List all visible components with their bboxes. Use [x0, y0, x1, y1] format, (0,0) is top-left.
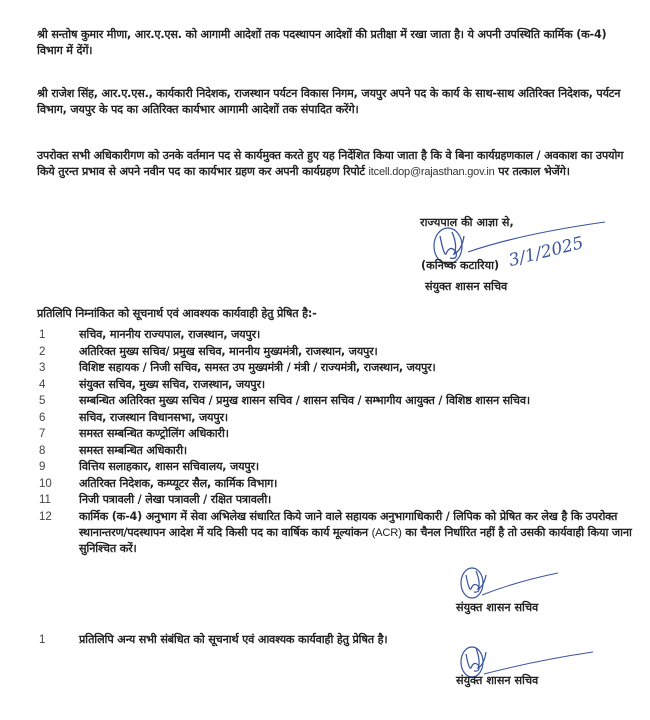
instruction-text: उपरोक्त सभी अधिकारीगण को उनके वर्तमान पद से कार्यमुक्त करते हुए यह निर्देशित किया जाता है कि वे बिना कार्यग्रहणकाल / अवकाश का उपयोग किये तुरन्त प्रभाव से अपने नवीन पद का कार्यभार ग्रहण कर अपनी कार्यग्रहण रिपोर्ट	[37, 149, 624, 178]
list-item	[37, 459, 637, 476]
handwritten-date: 3/1/2025	[506, 233, 586, 271]
paragraph-relieve-instructions	[37, 148, 627, 180]
item-number: 9	[39, 461, 46, 473]
second-signer-designation: संयुक्त शासन सचिव	[456, 601, 539, 614]
item-text: अतिरिक्त मुख्य सचिव/ प्रमुख सचिव, माननीय मुख्यमंत्री, राजस्थान, जयपुर।	[79, 344, 378, 358]
item-number: 2	[39, 345, 46, 358]
signer-name: (कनिष्क कटारिया)	[421, 259, 500, 272]
list-item	[37, 377, 637, 394]
item-number: 1	[39, 329, 46, 341]
report-email-link[interactable]: itcell.dop@rajasthan.gov.in	[368, 166, 495, 178]
item-text: समस्त सम्बन्धित कण्ट्रोलिंग अधिकारी।	[79, 427, 229, 440]
item-text: संयुक्त सचिव, मुख्य सचिव, राजस्थान, जयपुर।	[79, 377, 265, 391]
signer-designation: संयुक्त शासन सचिव	[425, 280, 508, 293]
item-number: 7	[39, 428, 46, 440]
item-text: सचिव, राजस्थान विधानसभा, जयपुर।	[79, 410, 228, 424]
item-text: अतिरिक्त निदेशक, कम्प्यूटर सैल, कार्मिक विभाग।	[79, 476, 278, 490]
by-order-of-governor: राज्यपाल की आज्ञा से,	[420, 216, 514, 229]
item-number: 3	[39, 362, 46, 374]
item-number: 8	[39, 444, 46, 457]
item-text-part: कार्मिक (क-4) अनुभाग में सेवा अभिलेख संधारित किये जाने वाले सहायक अनुभागाधिकारी / लिपिक को प्रेषित कर लेख है कि उपरोक्त स्थानान्तरण/पदस्थापन आदेश में यदि किसी पद का वार्षिक कार्य मूल्यांकन	[79, 509, 618, 539]
instruction-text-end: पर तत्काल भेजेंगे।	[494, 165, 570, 178]
item-number: 4	[39, 378, 46, 391]
list-item	[37, 327, 637, 344]
item-text: वित्तिय सलाहकार, शासन सचिवालय, जयपुर।	[79, 460, 259, 473]
item-number: 6	[39, 411, 46, 424]
list-item	[37, 410, 637, 427]
item-number: 10	[39, 477, 52, 490]
item-text: निजी पत्रावली / लेखा पत्रावली / रक्षित पत्रावली।	[79, 493, 272, 506]
copy-list-heading: प्रतिलिपि निम्नांकित को सूचनार्थ एवं आवश्यक कार्यवाही हेतु प्रेषित है:-	[37, 307, 317, 320]
list-item	[37, 443, 637, 460]
paragraph-santosh-kumar-meena: श्री सन्तोष कुमार मीणा, आर.ए.एस. को आगामी आदेशों तक पदस्थापन आदेशों की प्रतीक्षा में रखा जाता है। ये अपनी उपस्थिति कार्मिक (क-4) विभाग में देंगें।	[37, 28, 607, 57]
item-text: विशिष्ट सहायक / निजी सचिव, समस्त उप मुख्यमंत्री / मंत्री / राज्यमंत्री, राजस्थान, जयपुर।	[79, 361, 436, 374]
item-text: सचिव, माननीय राज्यपाल, राजस्थान, जयपुर।	[79, 328, 261, 341]
item-text: समस्त सम्बन्धित अधिकारी।	[79, 443, 187, 457]
list-item	[37, 360, 637, 377]
list-item	[37, 509, 637, 557]
list-item	[37, 344, 637, 361]
item-number: 1	[39, 634, 46, 646]
item-text-part: का चैनल निर्धारित नहीं है तो उसकी कार्यवाही किया जाना सुनिश्चित करें।	[79, 525, 632, 555]
item-text: प्रतिलिपि अन्य सभी संबंधित को सूचनार्थ एवं आवश्यक कार्यवाही हेतु प्रेषित है।	[79, 633, 388, 646]
third-signer-designation: संयुक्त शासन सचिव	[456, 674, 539, 687]
list-item	[37, 476, 637, 493]
copy-recipient-list	[37, 327, 637, 557]
item-number: 11	[39, 494, 51, 506]
item-text: सम्बन्धित अतिरिक्त मुख्य सचिव / प्रमुख शासन सचिव / शासन सचिव / सम्भागीय आयुक्त / विशिष्ठ शासन सचिव।	[79, 394, 530, 407]
acr-abbreviation: (ACR)	[371, 526, 402, 539]
item-number: 12	[39, 510, 52, 523]
item-number: 5	[39, 395, 46, 407]
item-text	[79, 509, 637, 557]
handwritten-signature-icon	[458, 565, 578, 605]
list-item	[37, 426, 637, 443]
list-item	[37, 393, 637, 410]
list-item	[37, 492, 637, 509]
paragraph-rajesh-singh: श्री राजेश सिंह, आर.ए.एस., कार्यकारी निदेशक, राजस्थान पर्यटन विकास निगम, जयपुर अपने पद के कार्य के साथ-साथ अतिरिक्त निदेशक, पर्यटन विभाग, जयपुर के पद का अतिरिक्त कार्यभार आगामी आदेशों तक संपादित करेंगे।	[37, 87, 621, 116]
